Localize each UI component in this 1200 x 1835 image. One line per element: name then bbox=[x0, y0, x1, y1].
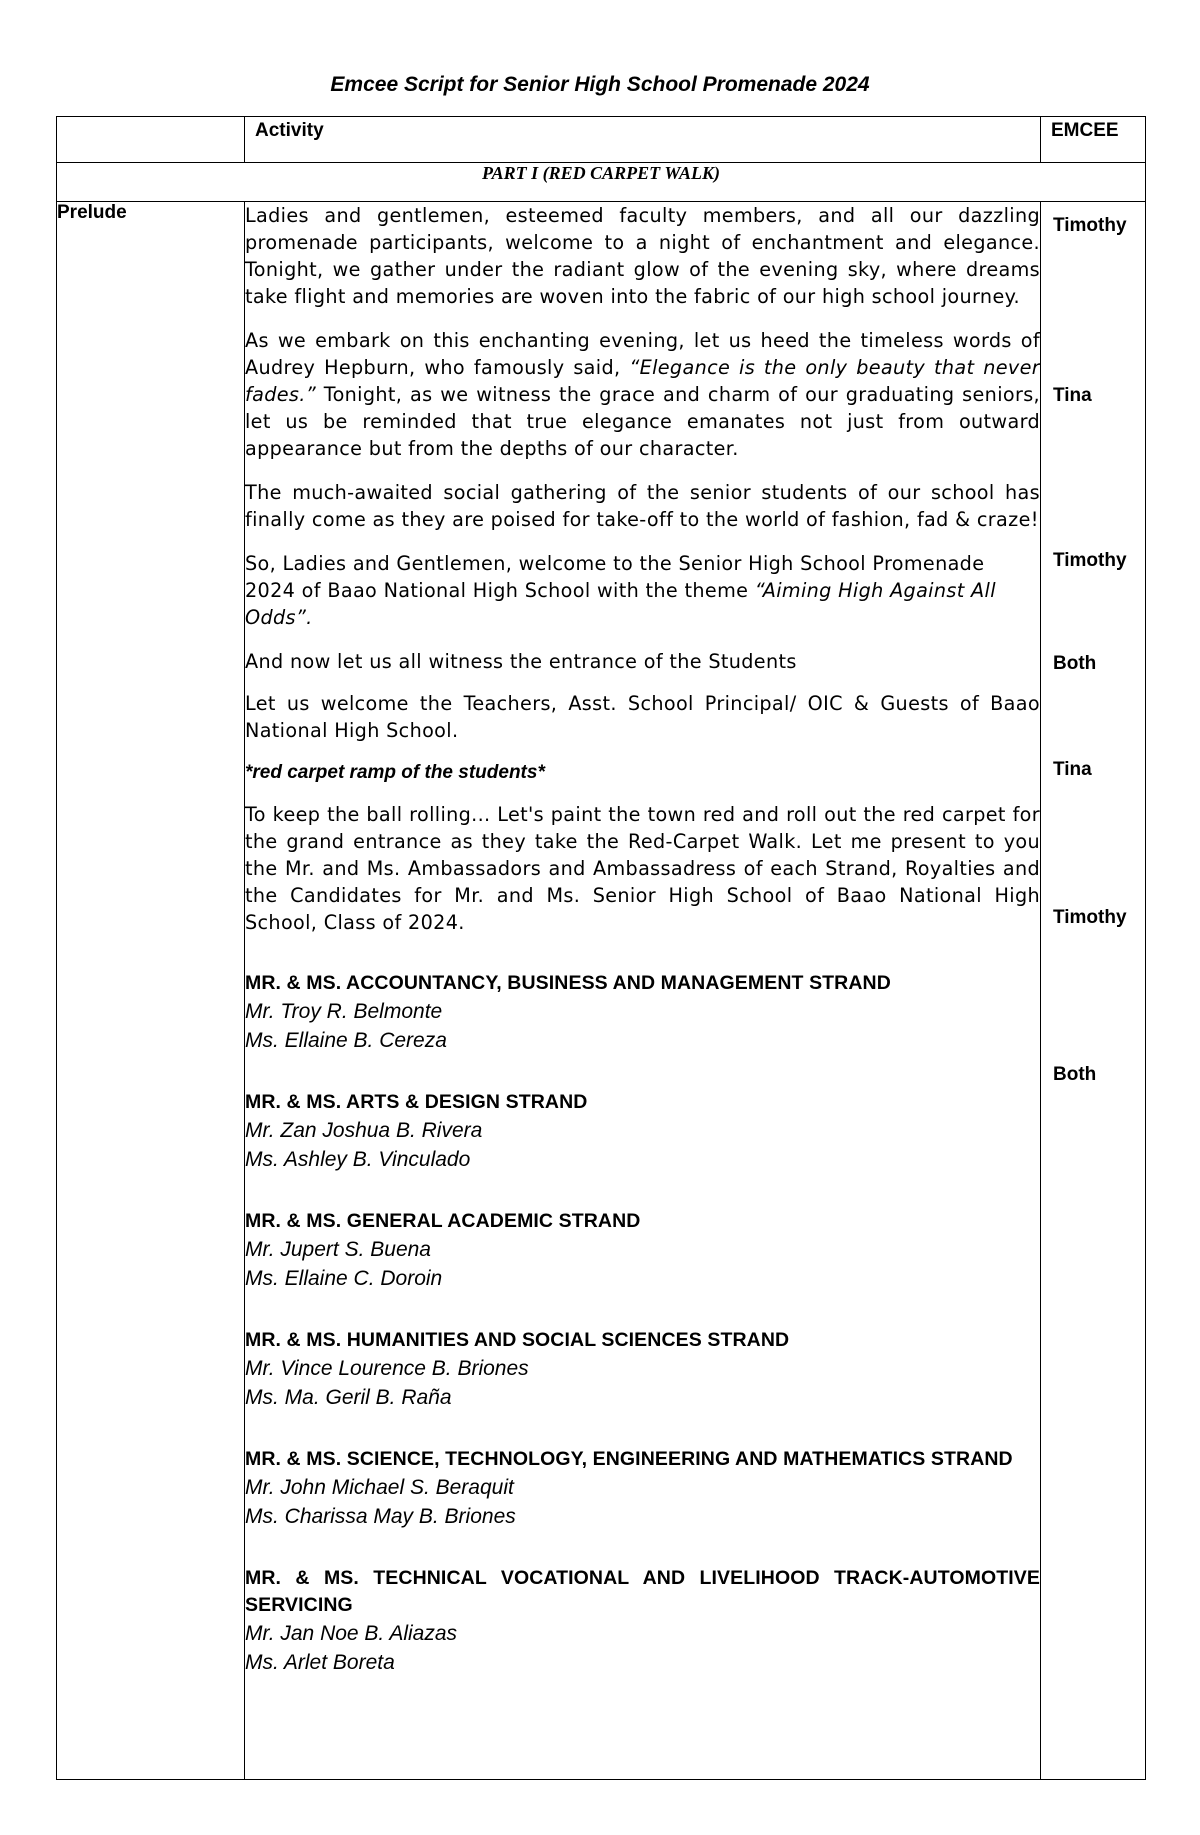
header-blank-cell bbox=[57, 117, 245, 163]
hepburn-quote: “Elegance is the only beauty that never fades.” bbox=[245, 356, 1040, 406]
activity-header: Activity bbox=[245, 117, 1041, 163]
ms-candidate-name: Ms. Ellaine B. Cereza bbox=[245, 1029, 447, 1052]
mr-candidate-name: Mr. Jupert S. Buena bbox=[245, 1238, 431, 1261]
strand-heading: MR. & MS. ARTS & DESIGN STRAND bbox=[245, 1091, 588, 1113]
ms-candidate-name: Ms. Ellaine C. Doroin bbox=[245, 1267, 443, 1290]
paragraph-welcome: Ladies and gentlemen, esteemed faculty members, and all our dazzling promenade participants, welcome to a night of enchantment and elegance. Tonight, we gather under the radiant glow of the evening sky, where dreams take flight and memories are woven into the fabric of our high school journey. bbox=[245, 204, 1040, 308]
emcee-both: Both bbox=[1053, 653, 1097, 674]
theme-intro-text: So, Ladies and Gentlemen, welcome to the Senior High School Promenade 2024 of Baao National High School with the theme bbox=[245, 552, 985, 602]
table-header-row bbox=[57, 117, 1146, 163]
activity-content-cell bbox=[245, 202, 1041, 1780]
ms-candidate-name: Ms. Charissa May B. Briones bbox=[245, 1505, 516, 1528]
paragraph-red-carpet: To keep the ball rolling... Let's paint the town red and roll out the red carpet for the grand entrance as they take the Red-Carpet Walk. Let me present to you the Mr. and Ms. Ambassadors and Ambassadress of each Strand, Royalties and the Candidates for Mr. and Ms. Senior High School of Baao National High School, Class of 2024. bbox=[245, 803, 1040, 934]
mr-candidate-name: Mr. Troy R. Belmonte bbox=[245, 1000, 443, 1023]
emcee-timothy: Timothy bbox=[1053, 907, 1127, 928]
emcee-script-table bbox=[56, 116, 1146, 1780]
strand-heading: MR. & MS. SCIENCE, TECHNOLOGY, ENGINEERING AND MATHEMATICS STRAND bbox=[245, 1448, 1013, 1470]
document-title: Emcee Script for Senior High School Promenade 2024 bbox=[330, 73, 870, 96]
strand-block bbox=[245, 1565, 1040, 1677]
prelude-row bbox=[57, 202, 1146, 1780]
paragraph-entrance: And now let us all witness the entrance of the Students bbox=[245, 650, 797, 673]
strand-block bbox=[245, 1089, 1040, 1174]
part-title: PART I (RED CARPET WALK) bbox=[481, 163, 721, 183]
strand-block bbox=[245, 970, 1040, 1055]
emcee-column bbox=[1041, 202, 1146, 1780]
strand-block bbox=[245, 1327, 1040, 1412]
emcee-timothy: Timothy bbox=[1053, 550, 1127, 571]
ms-candidate-name: Ms. Ma. Geril B. Raña bbox=[245, 1386, 452, 1409]
emcee-tina: Tina bbox=[1053, 385, 1092, 406]
mr-candidate-name: Mr. Vince Lourence B. Briones bbox=[245, 1357, 529, 1380]
mr-candidate-name: Mr. Jan Noe B. Aliazas bbox=[245, 1622, 458, 1645]
strand-heading: MR. & MS. ACCOUNTANCY, BUSINESS AND MANAGEMENT STRAND bbox=[245, 972, 891, 994]
emcee-both: Both bbox=[1053, 1064, 1097, 1085]
emcee-tina: Tina bbox=[1053, 759, 1092, 780]
emcee-timothy: Timothy bbox=[1053, 215, 1127, 236]
quote-intro-text: As we embark on this enchanting evening, let us heed the timeless words of Audrey Hepburn, who famously said, bbox=[245, 329, 1040, 379]
emcee-header: EMCEE bbox=[1041, 117, 1146, 163]
paragraph-theme bbox=[245, 550, 1040, 631]
part-row bbox=[57, 163, 1146, 202]
strand-heading: MR. & MS. TECHNICAL VOCATIONAL AND LIVELIHOOD TRACK-AUTOMOTIVE SERVICING bbox=[245, 1567, 1040, 1616]
strand-heading: MR. & MS. GENERAL ACADEMIC STRAND bbox=[245, 1210, 641, 1232]
section-label: Prelude bbox=[57, 202, 245, 1780]
ms-candidate-name: Ms. Arlet Boreta bbox=[245, 1651, 395, 1674]
promenade-theme: “Aiming High Against All Odds”. bbox=[245, 579, 996, 629]
strand-block bbox=[245, 1446, 1040, 1531]
paragraph-welcome-teachers: Let us welcome the Teachers, Asst. School Principal/ OIC & Guests of Baao National High School. bbox=[245, 692, 1040, 742]
strand-heading: MR. & MS. HUMANITIES AND SOCIAL SCIENCES STRAND bbox=[245, 1329, 790, 1351]
ms-candidate-name: Ms. Ashley B. Vinculado bbox=[245, 1148, 471, 1171]
part-cell bbox=[57, 163, 1146, 202]
stage-cue: *red carpet ramp of the students* bbox=[245, 762, 545, 783]
mr-candidate-name: Mr. Zan Joshua B. Rivera bbox=[245, 1119, 483, 1142]
paragraph-hepburn-quote bbox=[245, 327, 1040, 462]
quote-follow-text: Tonight, as we witness the grace and charm of our graduating seniors, let us be reminded that true elegance emanates not just from outward appearance but from the depths of our character. bbox=[245, 383, 1040, 460]
paragraph-social-gathering: The much-awaited social gathering of the senior students of our school has finally come as they are poised for take-off to the world of fashion, fad & craze! bbox=[245, 481, 1040, 531]
strand-block bbox=[245, 1208, 1040, 1293]
mr-candidate-name: Mr. John Michael S. Beraquit bbox=[245, 1476, 514, 1499]
